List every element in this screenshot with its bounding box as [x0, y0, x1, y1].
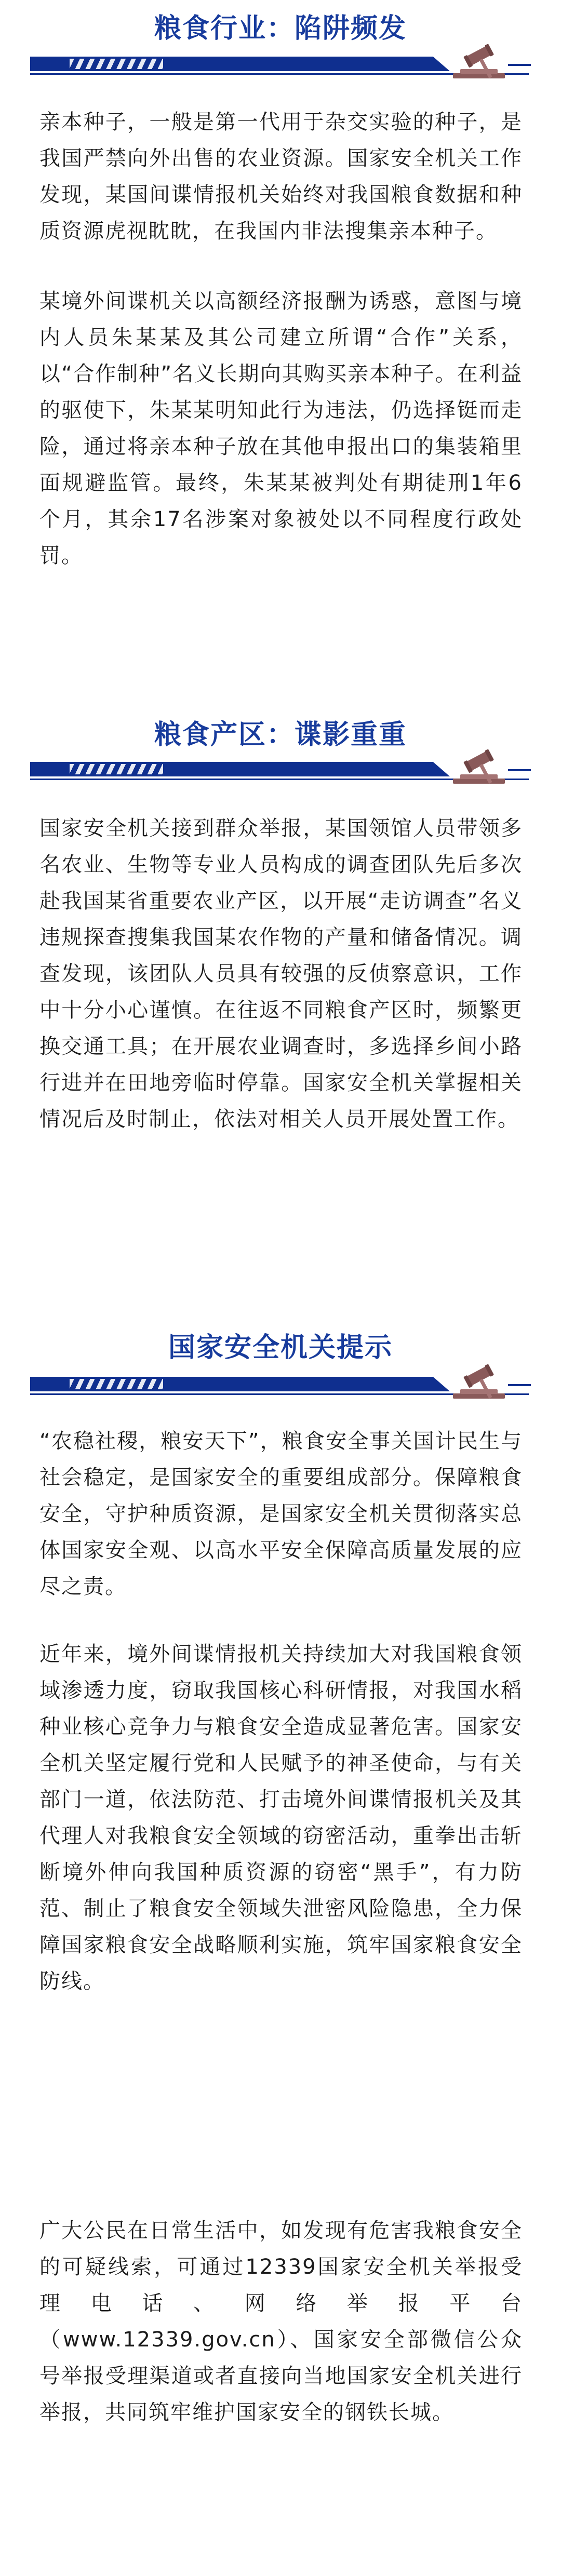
divider-stub	[508, 1384, 531, 1386]
section-title-grain-industry: 粮食行业：陷阱频发	[154, 13, 407, 44]
paragraph: 广大公民在日常生活中，如发现有危害我粮食安全的可疑线索，可通过12339国家安全机关举报受理电话、网络举报平台（www.12339.gov.cn）、国家安全部微信公众号举报受理渠道或者直接向当地国家安全机关进行举报，共同筑牢维护国家安全的钢铁长城。	[39, 2219, 523, 2424]
section-title-grain-production-area: 粮食产区：谍影重重	[154, 719, 407, 750]
section-divider	[30, 49, 531, 84]
gavel-icon	[451, 749, 508, 786]
divider-stripes	[70, 764, 163, 774]
divider-stripes	[70, 59, 163, 69]
paragraph: 国家安全机关接到群众举报，某国领馆人员带领多名农业、生物等专业人员构成的调查团队先后多次赴我国某省重要农业产区，以开展“走访调查”名义违规探查搜集我国某农作物的产量和储备情况。调查发现，该团队人员具有较强的反侦察意识，工作中十分小心谨慎。在往返不同粮食产区时，频繁更换交通工具；在开展农业调查时，多选择乡间小路行进并在田地旁临时停靠。国家安全机关掌握相关情况后及时制止，依法对相关人员开展处置工作。	[39, 816, 523, 1131]
paragraph: 近年来，境外间谍情报机关持续加大对我国粮食领域渗透力度，窃取我国核心科研情报，对我国水稻种业核心竞争力与粮食安全造成显著危害。国家安全机关坚定履行党和人民赋予的神圣使命，与有关部门一道，依法防范、打击境外间谍情报机关及其代理人对我粮食安全领域的窃密活动，重拳出击斩断境外伸向我国种质资源的窃密“黑手”，有力防范、制止了粮食安全领域失泄密风险隐患，全力保障国家粮食安全战略顺利实施，筑牢国家粮食安全防线。	[39, 1642, 523, 1993]
section-title-security-notice: 国家安全机关提示	[168, 1332, 393, 1363]
divider-stripes	[70, 1379, 163, 1389]
paragraph: 亲本种子，一般是第一代用于杂交实验的种子，是我国严禁向外出售的农业资源。国家安全机关工作发现，某国间谍情报机关始终对我国粮食数据和种质资源虎视眈眈，在我国内非法搜集亲本种子。	[39, 110, 523, 243]
gavel-icon	[451, 44, 508, 81]
divider-stub	[508, 769, 531, 771]
gavel-icon	[451, 1364, 508, 1401]
section-divider	[30, 755, 531, 789]
divider-stub	[508, 64, 531, 66]
paragraph: 某境外间谍机关以高额经济报酬为诱惑，意图与境内人员朱某某及其公司建立所谓“合作”关系，以“合作制种”名义长期向其购买亲本种子。在利益的驱使下，朱某某明知此行为违法，仍选择铤而走险，通过将亲本种子放在其他申报出口的集装箱里面规避监管。最终，朱某某被判处有期徒刑1年6个月，其余17名涉案对象被处以不同程度行政处罚。	[39, 289, 523, 568]
section-divider	[30, 1370, 531, 1404]
paragraph: “农稳社稷，粮安天下”，粮食安全事关国计民生与社会稳定，是国家安全的重要组成部分。保障粮食安全，守护种质资源，是国家安全机关贯彻落实总体国家安全观、以高水平安全保障高质量发展的应尽之责。	[39, 1429, 523, 1599]
